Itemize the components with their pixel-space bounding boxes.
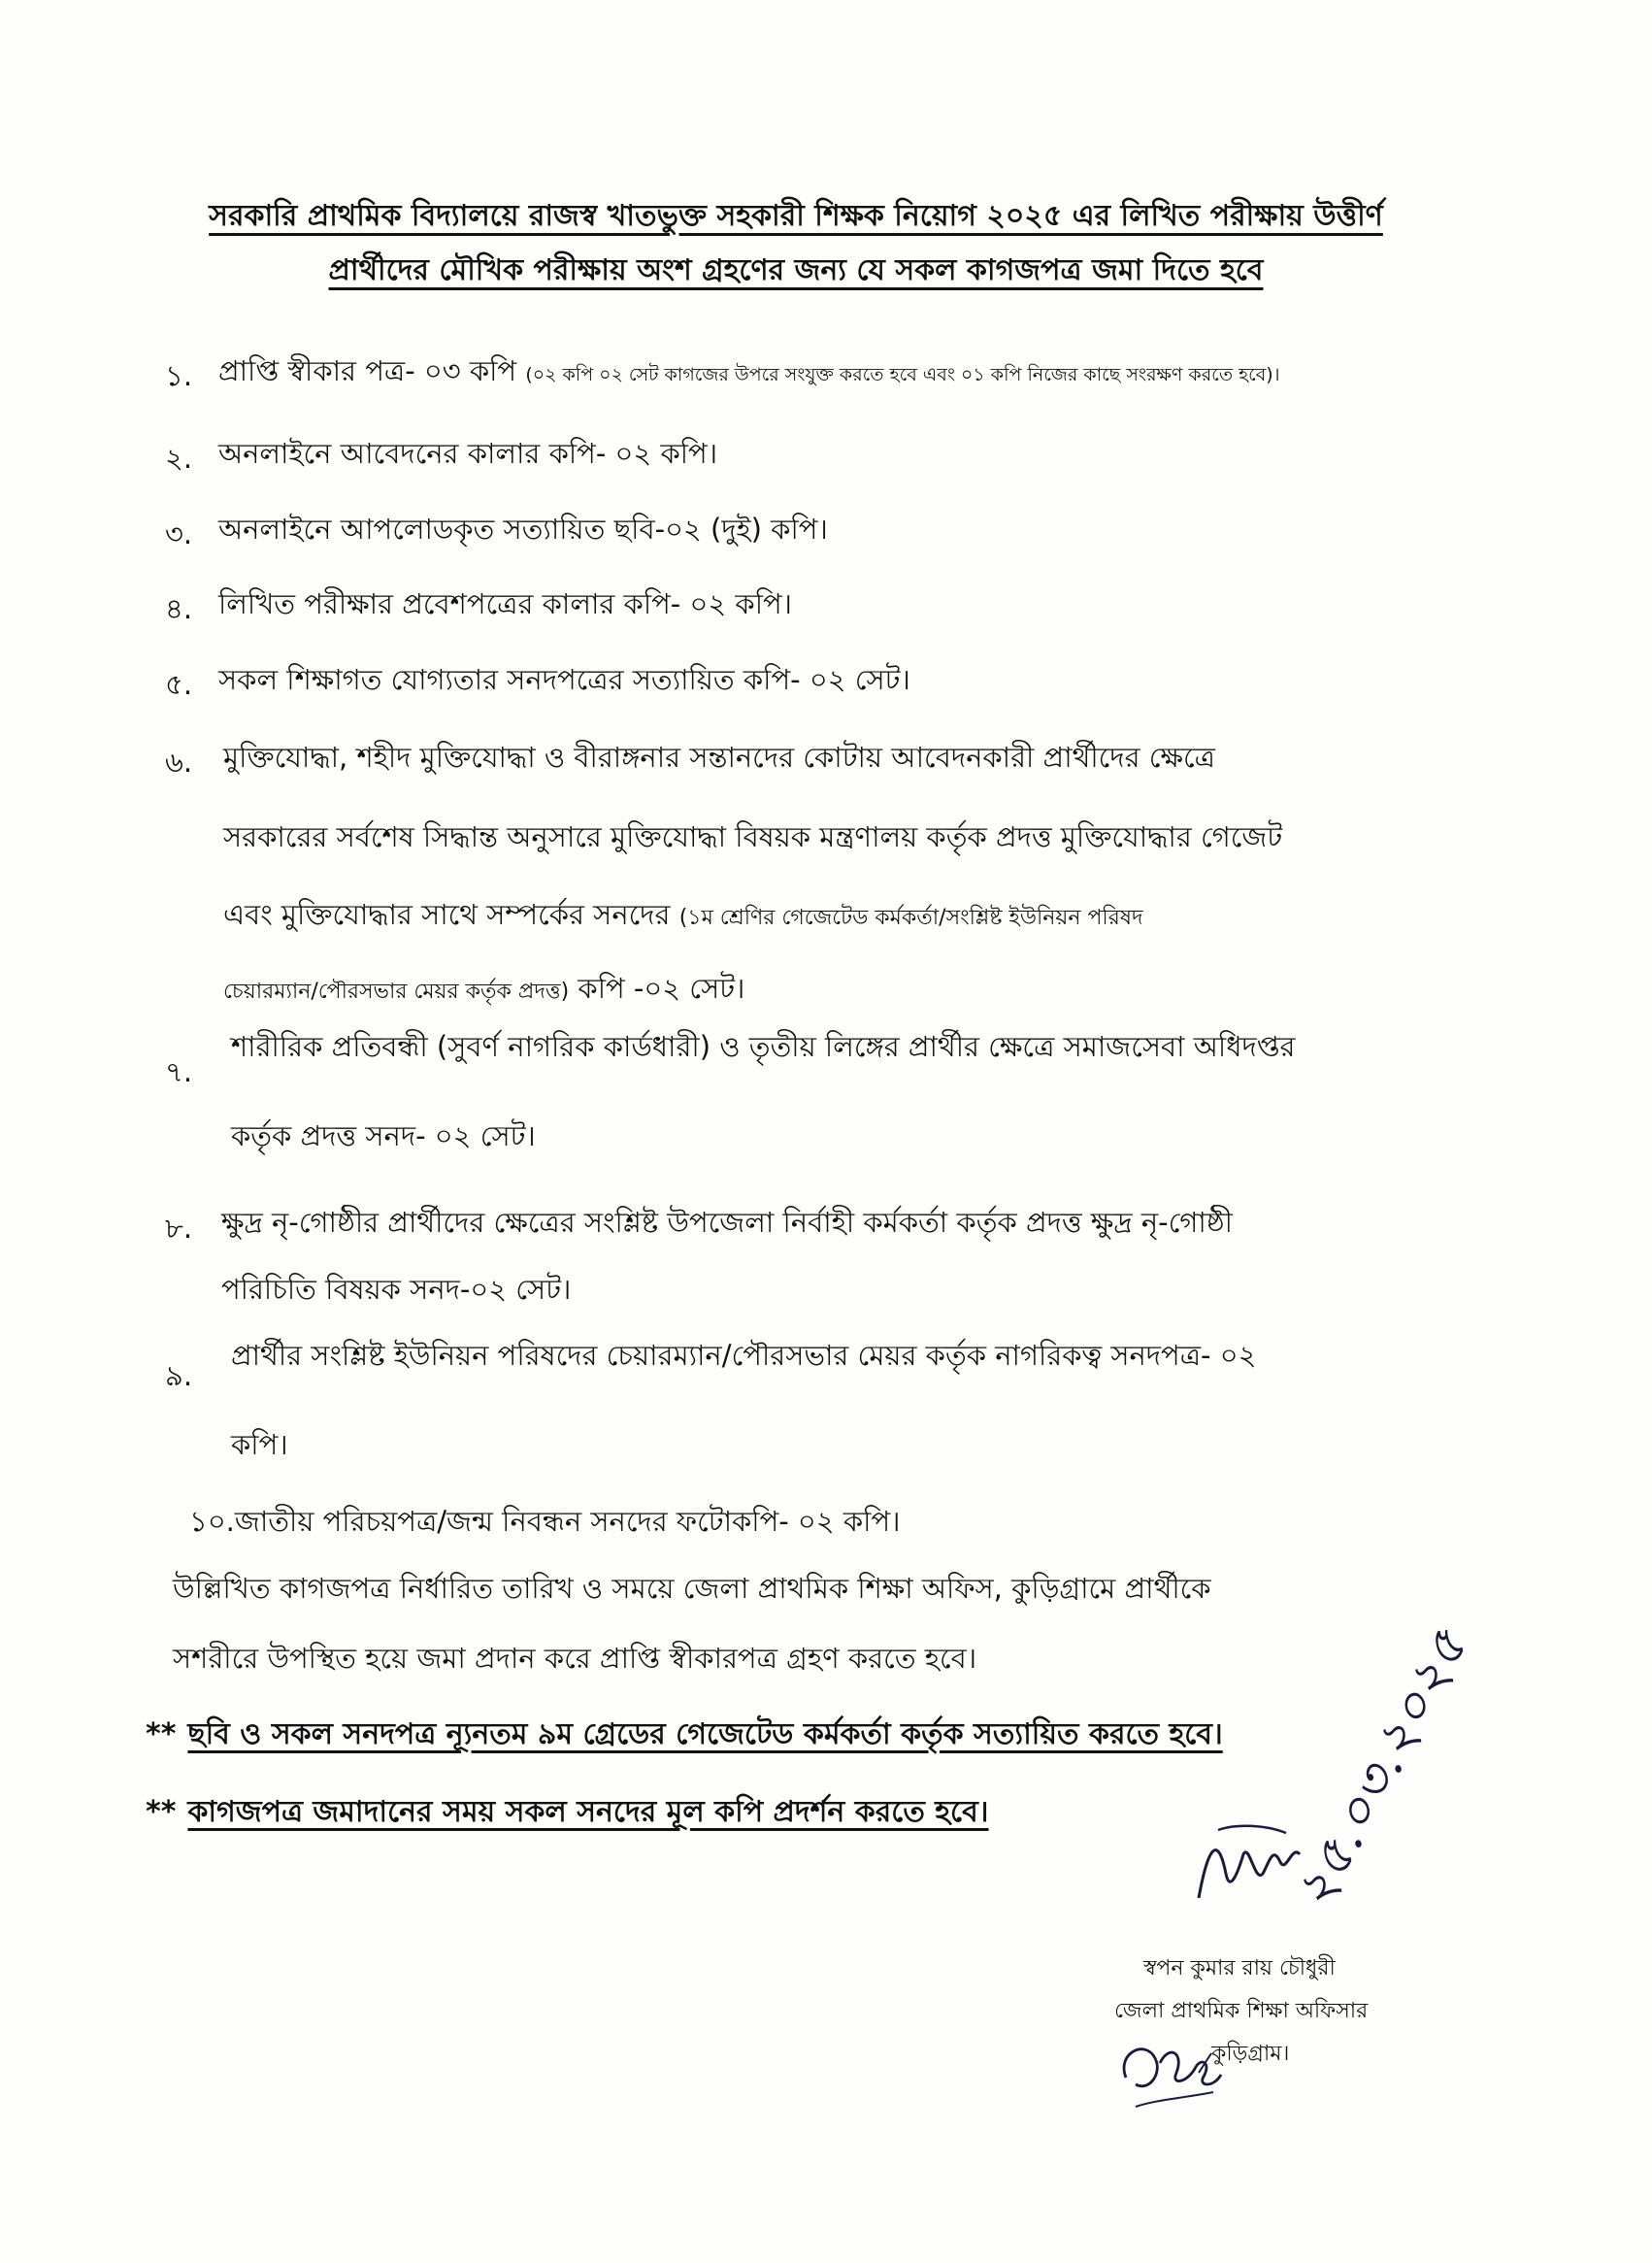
item-text: জাতীয় পরিচয়পত্র/জন্ম নিবন্ধন সনদের ফটোকপি- ০২ কপি। bbox=[234, 1505, 901, 1538]
list-item: সকল শিক্ষাগত যোগ্যতার সনদপত্রের সত্যায়িত কপি- ০২ সেট। bbox=[218, 663, 910, 696]
note-prefix: ** bbox=[146, 1795, 177, 1829]
item-text: প্রাপ্তি স্বীকার পত্র- ০৩ কপি bbox=[218, 354, 517, 387]
note-prefix: ** bbox=[146, 1717, 177, 1751]
list-item-line: ক্ষুদ্র নৃ-গোষ্ঠীর প্রার্থীদের ক্ষেত্রের সংশ্লিষ্ট উপজেলা নির্বাহী কর্মকর্তা কর্তৃক প্রদত্ত ক্ষুদ্র নৃ-গোষ্ঠী bbox=[221, 1206, 1233, 1239]
note-text: কাগজপত্র জমাদানের সময় সকল সনদের মূল কপি প্রদর্শন করতে হবে। bbox=[187, 1795, 989, 1829]
list-item bbox=[189, 1500, 901, 1547]
list-item-line: সরকারের সর্বশেষ সিদ্ধান্ত অনুসারে মুক্তিযোদ্ধা বিষয়ক মন্ত্রণালয় কর্তৃক প্রদত্ত মুক্তিযোদ্ধার গেজেট bbox=[223, 820, 1283, 853]
item-note: (০২ কপি ০২ সেট কাগজের উপরে সংযুক্ত করতে হবে এবং ০১ কপি নিজের কাছে সংরক্ষণ করতে হবে)। bbox=[525, 364, 1280, 385]
signatory-designation: জেলা প্রাথমিক শিক্ষা অফিসার bbox=[1114, 1999, 1369, 2023]
list-item-line: শারীরিক প্রতিবন্ধী (সুবর্ণ নাগরিক কার্ডধারী) ও তৃতীয় লিঙ্গের প্রার্থীর ক্ষেত্রে সমাজসেবা অধিদপ্তর bbox=[231, 1030, 1296, 1063]
item-number: ৩. bbox=[165, 517, 193, 550]
document-title-line-2: প্রার্থীদের মৌখিক পরীক্ষায় অংশ গ্রহণের জন্য যে সকল কাগজপত্র জমা দিতে হবে bbox=[328, 253, 1264, 287]
list-item-line bbox=[223, 893, 1143, 941]
list-item: অনলাইনে আবেদনের কালার কপি- ০২ কপি। bbox=[218, 437, 718, 470]
item-number: ৪. bbox=[165, 592, 193, 625]
list-item-line: কর্তৃক প্রদত্ত সনদ- ০২ সেট। bbox=[231, 1119, 536, 1152]
handwritten-date: ২৫.০৩.২০২৫ bbox=[1281, 1619, 1480, 1919]
item-text: এবং মুক্তিযোদ্ধার সাথে সম্পর্কের সনদের bbox=[223, 898, 671, 931]
item-inline-note-cont: চেয়ারম্যান/পৌরসভার মেয়র কর্তৃক প্রদত্ত) bbox=[223, 980, 570, 1004]
list-item-line: কপি। bbox=[231, 1428, 288, 1461]
signatory-name: স্বপন কুমার রায় চৌধুরী bbox=[1143, 1956, 1336, 1980]
list-item-line: প্রার্থীর সংশ্লিষ্ট ইউনিয়ন পরিষদের চেয়ারম্যান/পৌরসভার মেয়র কর্তৃক নাগরিকত্ব সনদপত্র- ০২ bbox=[231, 1339, 1257, 1372]
important-note bbox=[146, 1711, 1223, 1760]
signatory-place: কুড়িগ্রাম। bbox=[1211, 2042, 1290, 2066]
item-number: ৮. bbox=[165, 1212, 193, 1245]
closing-paragraph-line: সশরীরে উপস্থিত হয়ে জমা প্রদান করে প্রাপ্তি স্বীকারপত্র গ্রহণ করতে হবে। bbox=[173, 1642, 977, 1675]
list-item: অনলাইনে আপলোডকৃত সত্যায়িত ছবি-০২ (দুই) কপি। bbox=[218, 513, 828, 546]
item-number: ১. bbox=[165, 359, 193, 392]
list-item-line: মুক্তিযোদ্ধা, শহীদ মুক্তিযোদ্ধা ও বীরাঙ্গনার সন্তানদের কোটায় আবেদনকারী প্রার্থীদের ক্ষেত্রে bbox=[223, 741, 1215, 774]
item-tail: কপি -০২ সেট। bbox=[578, 972, 745, 1005]
list-item bbox=[218, 349, 1280, 397]
item-number: ৭. bbox=[165, 1055, 193, 1088]
item-number: ৬. bbox=[165, 746, 193, 779]
item-number: ৯. bbox=[165, 1359, 193, 1392]
item-number: ২. bbox=[165, 442, 193, 475]
list-item: লিখিত পরীক্ষার প্রবেশপত্রের কালার কপি- ০২ কপি। bbox=[218, 587, 793, 620]
list-item-line: পরিচিতি বিষয়ক সনদ-০২ সেট। bbox=[221, 1273, 572, 1306]
initials-signature-icon bbox=[1107, 2024, 1233, 2131]
list-item-line bbox=[223, 967, 744, 1015]
item-inline-note: (১ম শ্রেণির গেজেটেড কর্মকর্তা/সংশ্লিষ্ট ইউনিয়ন পরিষদ bbox=[678, 906, 1143, 930]
item-number: ৫. bbox=[165, 668, 193, 701]
important-note bbox=[146, 1788, 989, 1838]
item-number: ১০. bbox=[189, 1505, 235, 1538]
handwritten-signature-icon bbox=[1179, 1619, 1490, 1951]
document-title-line-1: সরকারি প্রাথমিক বিদ্যালয়ে রাজস্ব খাতভুক্ত সহকারী শিক্ষক নিয়োগ ২০২৫ এর লিখিত পরীক্ষায় উত্তীর্ণ bbox=[209, 199, 1383, 233]
note-text: ছবি ও সকল সনদপত্র ন্যূনতম ৯ম গ্রেডের গেজেটেড কর্মকর্তা কর্তৃক সত্যায়িত করতে হবে। bbox=[187, 1717, 1223, 1751]
closing-paragraph-line: উল্লিখিত কাগজপত্র নির্ধারিত তারিখ ও সময়ে জেলা প্রাথমিক শিক্ষা অফিস, কুড়িগ্রামে প্রার্থীকে bbox=[173, 1572, 1211, 1605]
